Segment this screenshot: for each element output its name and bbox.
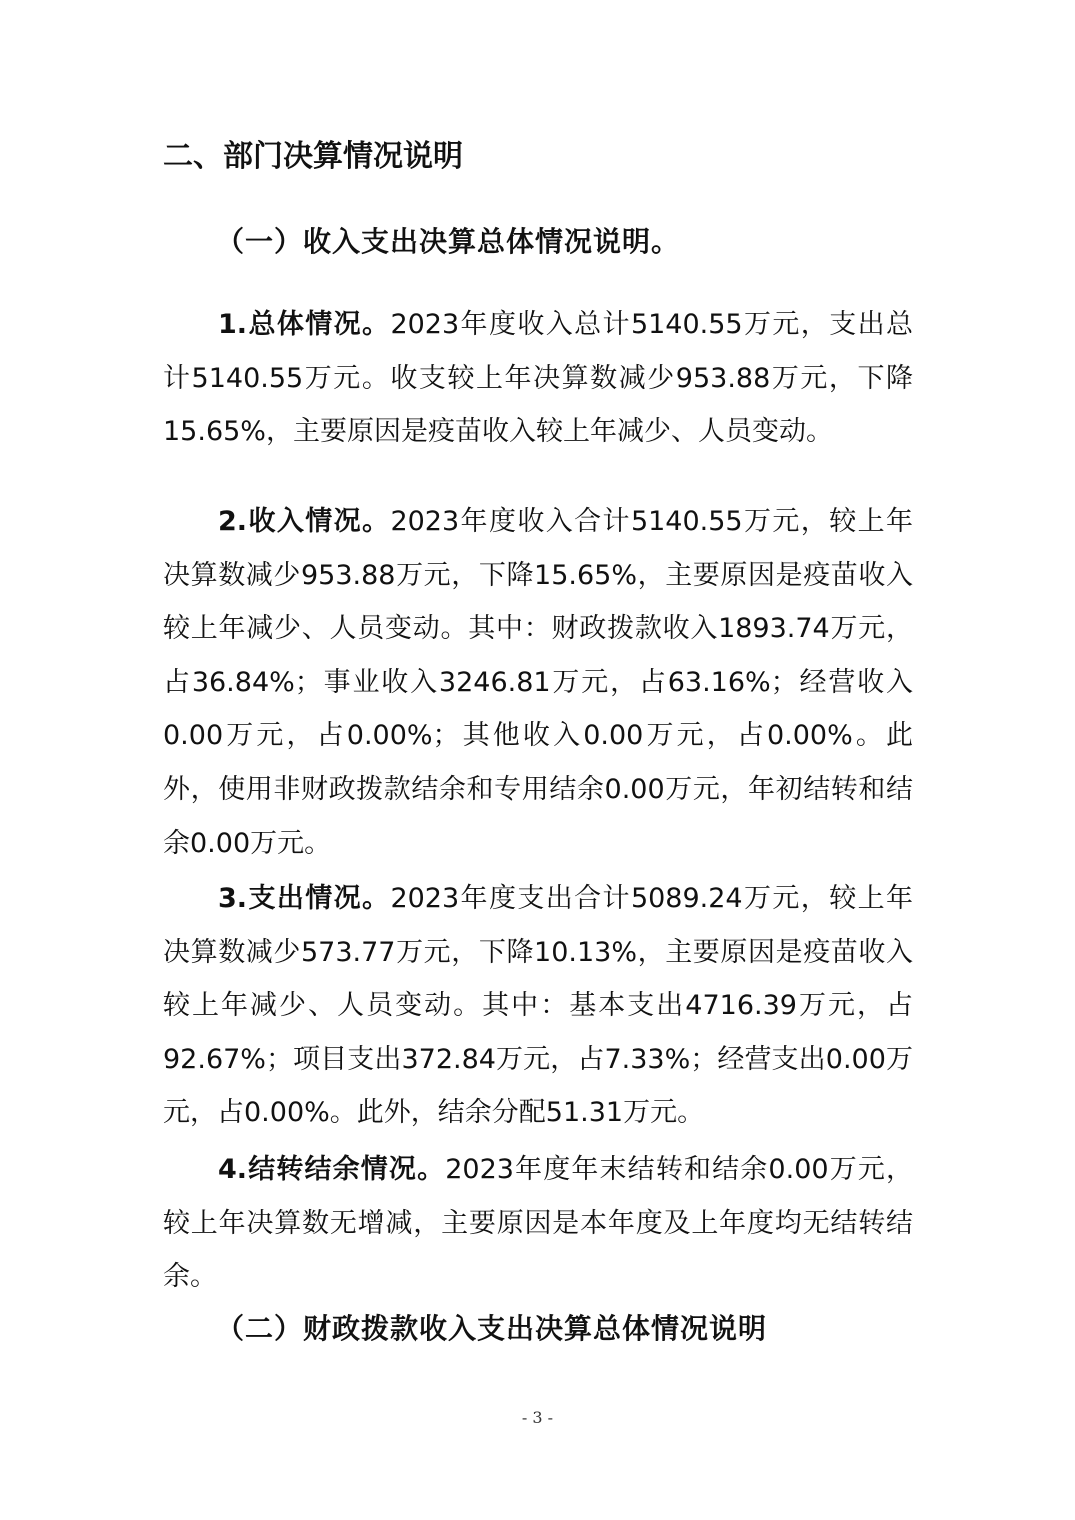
paragraph-text: 2023年度收入合计5140.55万元，较上年决算数减少953.88万元，下降15.65%，主要原因是疫苗收入较上年减少、人员变动。其中：财政拨款收入1893.74万元，占36.84%；事业收入3246.81万元，占63.16%；经营收入0.00万元，占0.00%；其他收入0.00万元，占0.00%。此外，使用非财政拨款结余和专用结余0.00万元，年初结转和结余0.00万元。 [163, 506, 913, 859]
subsection-title-income-expenditure: （一）收入支出决算总体情况说明。 [216, 225, 681, 258]
paragraph-lead: 3.支出情况。 [218, 883, 391, 914]
paragraph-lead: 2.收入情况。 [218, 506, 391, 537]
paragraph-expenditure [163, 872, 913, 1140]
paragraph-lead: 4.结转结余情况。 [218, 1154, 446, 1185]
paragraph-overall [163, 298, 913, 459]
paragraph-text: 2023年度收入总计5140.55万元，支出总计5140.55万元。收支较上年决算数减少953.88万元，下降15.65%，主要原因是疫苗收入较上年减少、人员变动。 [163, 309, 913, 448]
section-title: 二、部门决算情况说明 [163, 139, 463, 174]
paragraph-income [163, 495, 913, 870]
paragraph-text: 2023年度支出合计5089.24万元，较上年决算数减少573.77万元，下降10.13%，主要原因是疫苗收入较上年减少、人员变动。其中：基本支出4716.39万元，占92.67%；项目支出372.84万元，占7.33%；经营支出0.00万元，占0.00%。此外，结余分配51.31万元。 [163, 883, 913, 1129]
paragraph-lead: 1.总体情况。 [218, 309, 391, 340]
paragraph-carryover [163, 1143, 913, 1304]
paragraph-text: 2023年度年末结转和结余0.00万元，较上年决算数无增减，主要原因是本年度及上年度均无结转结余。 [163, 1154, 913, 1293]
page-number: - 3 - [521, 1408, 554, 1427]
subsection-title-fiscal-appropriation: （二）财政拨款收入支出决算总体情况说明 [216, 1312, 768, 1345]
